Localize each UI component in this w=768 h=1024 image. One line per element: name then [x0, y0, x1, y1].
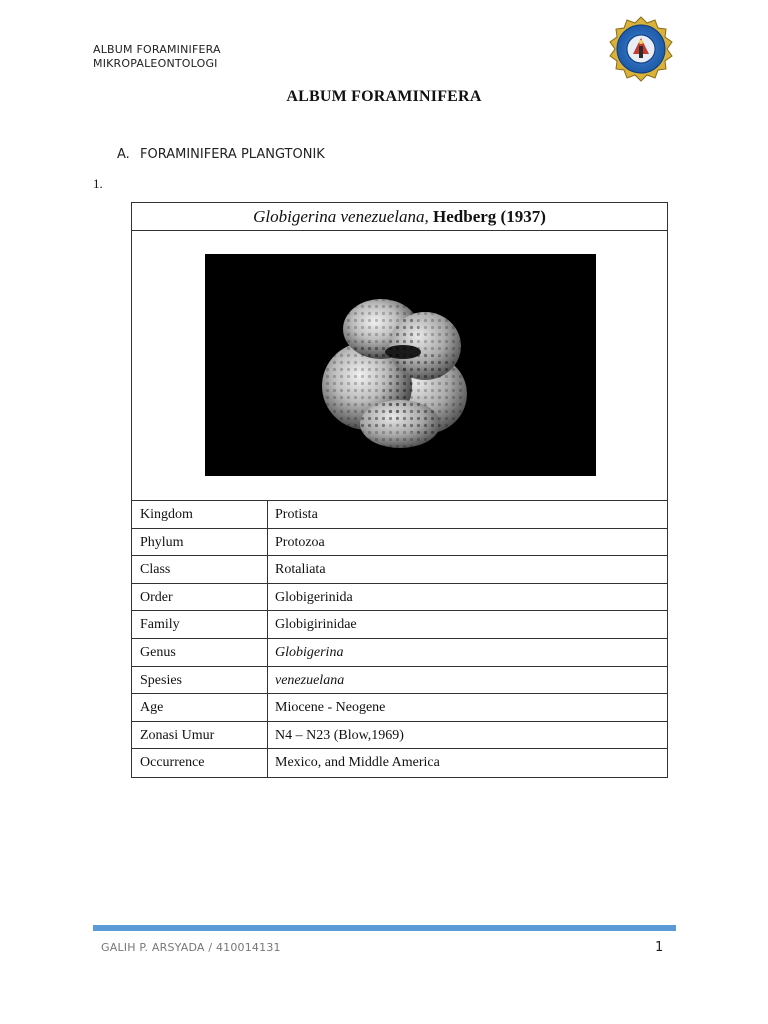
taxa-key: Zonasi Umur: [132, 722, 268, 749]
taxa-value: Miocene - Neogene: [275, 700, 386, 716]
footer-author: GALIH P. ARSYADA / 410014131: [101, 941, 281, 954]
taxa-value: Globigirinidae: [275, 617, 357, 633]
taxa-key: Order: [132, 584, 268, 611]
footer-rule: [93, 925, 676, 931]
taxa-row: [132, 722, 667, 750]
taxa-row: [132, 694, 667, 722]
section-letter: A.: [117, 147, 130, 162]
item-number: 1.: [93, 176, 103, 191]
taxa-key: Phylum: [132, 529, 268, 556]
section-label: FORAMINIFERA PLANGTONIK: [140, 147, 325, 162]
taxonomy-rows: [132, 501, 667, 777]
taxa-row: [132, 667, 667, 695]
taxa-row: [132, 529, 667, 557]
page-number: 1: [655, 940, 664, 955]
taxa-value: Protozoa: [275, 534, 325, 550]
taxa-value: Mexico, and Middle America: [275, 755, 440, 771]
header-line-1: ALBUM FORAMINIFERA: [93, 43, 221, 56]
taxa-row: [132, 611, 667, 639]
taxa-value: N4 – N23 (Blow,1969): [275, 727, 404, 743]
taxa-value: venezuelana: [275, 672, 345, 688]
specimen-table: [131, 202, 668, 778]
specimen-title: [132, 203, 667, 231]
taxa-row: [132, 639, 667, 667]
species-name: Globigerina venezuelana,: [253, 207, 429, 226]
taxa-key: Age: [132, 694, 268, 721]
taxa-value: Rotaliata: [275, 562, 326, 578]
taxa-key: Spesies: [132, 667, 268, 694]
taxa-value: Globigerina: [275, 644, 344, 660]
taxa-key: Occurrence: [132, 749, 268, 777]
taxa-row: [132, 584, 667, 612]
taxa-row: [132, 556, 667, 584]
taxa-row: [132, 749, 667, 777]
document-title: ALBUM FORAMINIFERA: [286, 88, 482, 105]
university-seal-icon: [608, 16, 674, 82]
photo-cell: [132, 231, 667, 501]
running-header: [93, 43, 221, 71]
taxa-key: Family: [132, 611, 268, 638]
taxa-key: Class: [132, 556, 268, 583]
taxa-key: Kingdom: [132, 501, 268, 528]
species-author: Hedberg (1937): [433, 207, 546, 226]
header-line-2: MIKROPALEONTOLOGI: [93, 57, 218, 70]
taxa-value: Globigerinida: [275, 589, 353, 605]
section-heading: [117, 147, 325, 162]
taxa-key: Genus: [132, 639, 268, 666]
taxa-value: Protista: [275, 507, 318, 522]
foraminifera-sem-image: [205, 254, 596, 476]
taxa-row: [132, 501, 667, 529]
